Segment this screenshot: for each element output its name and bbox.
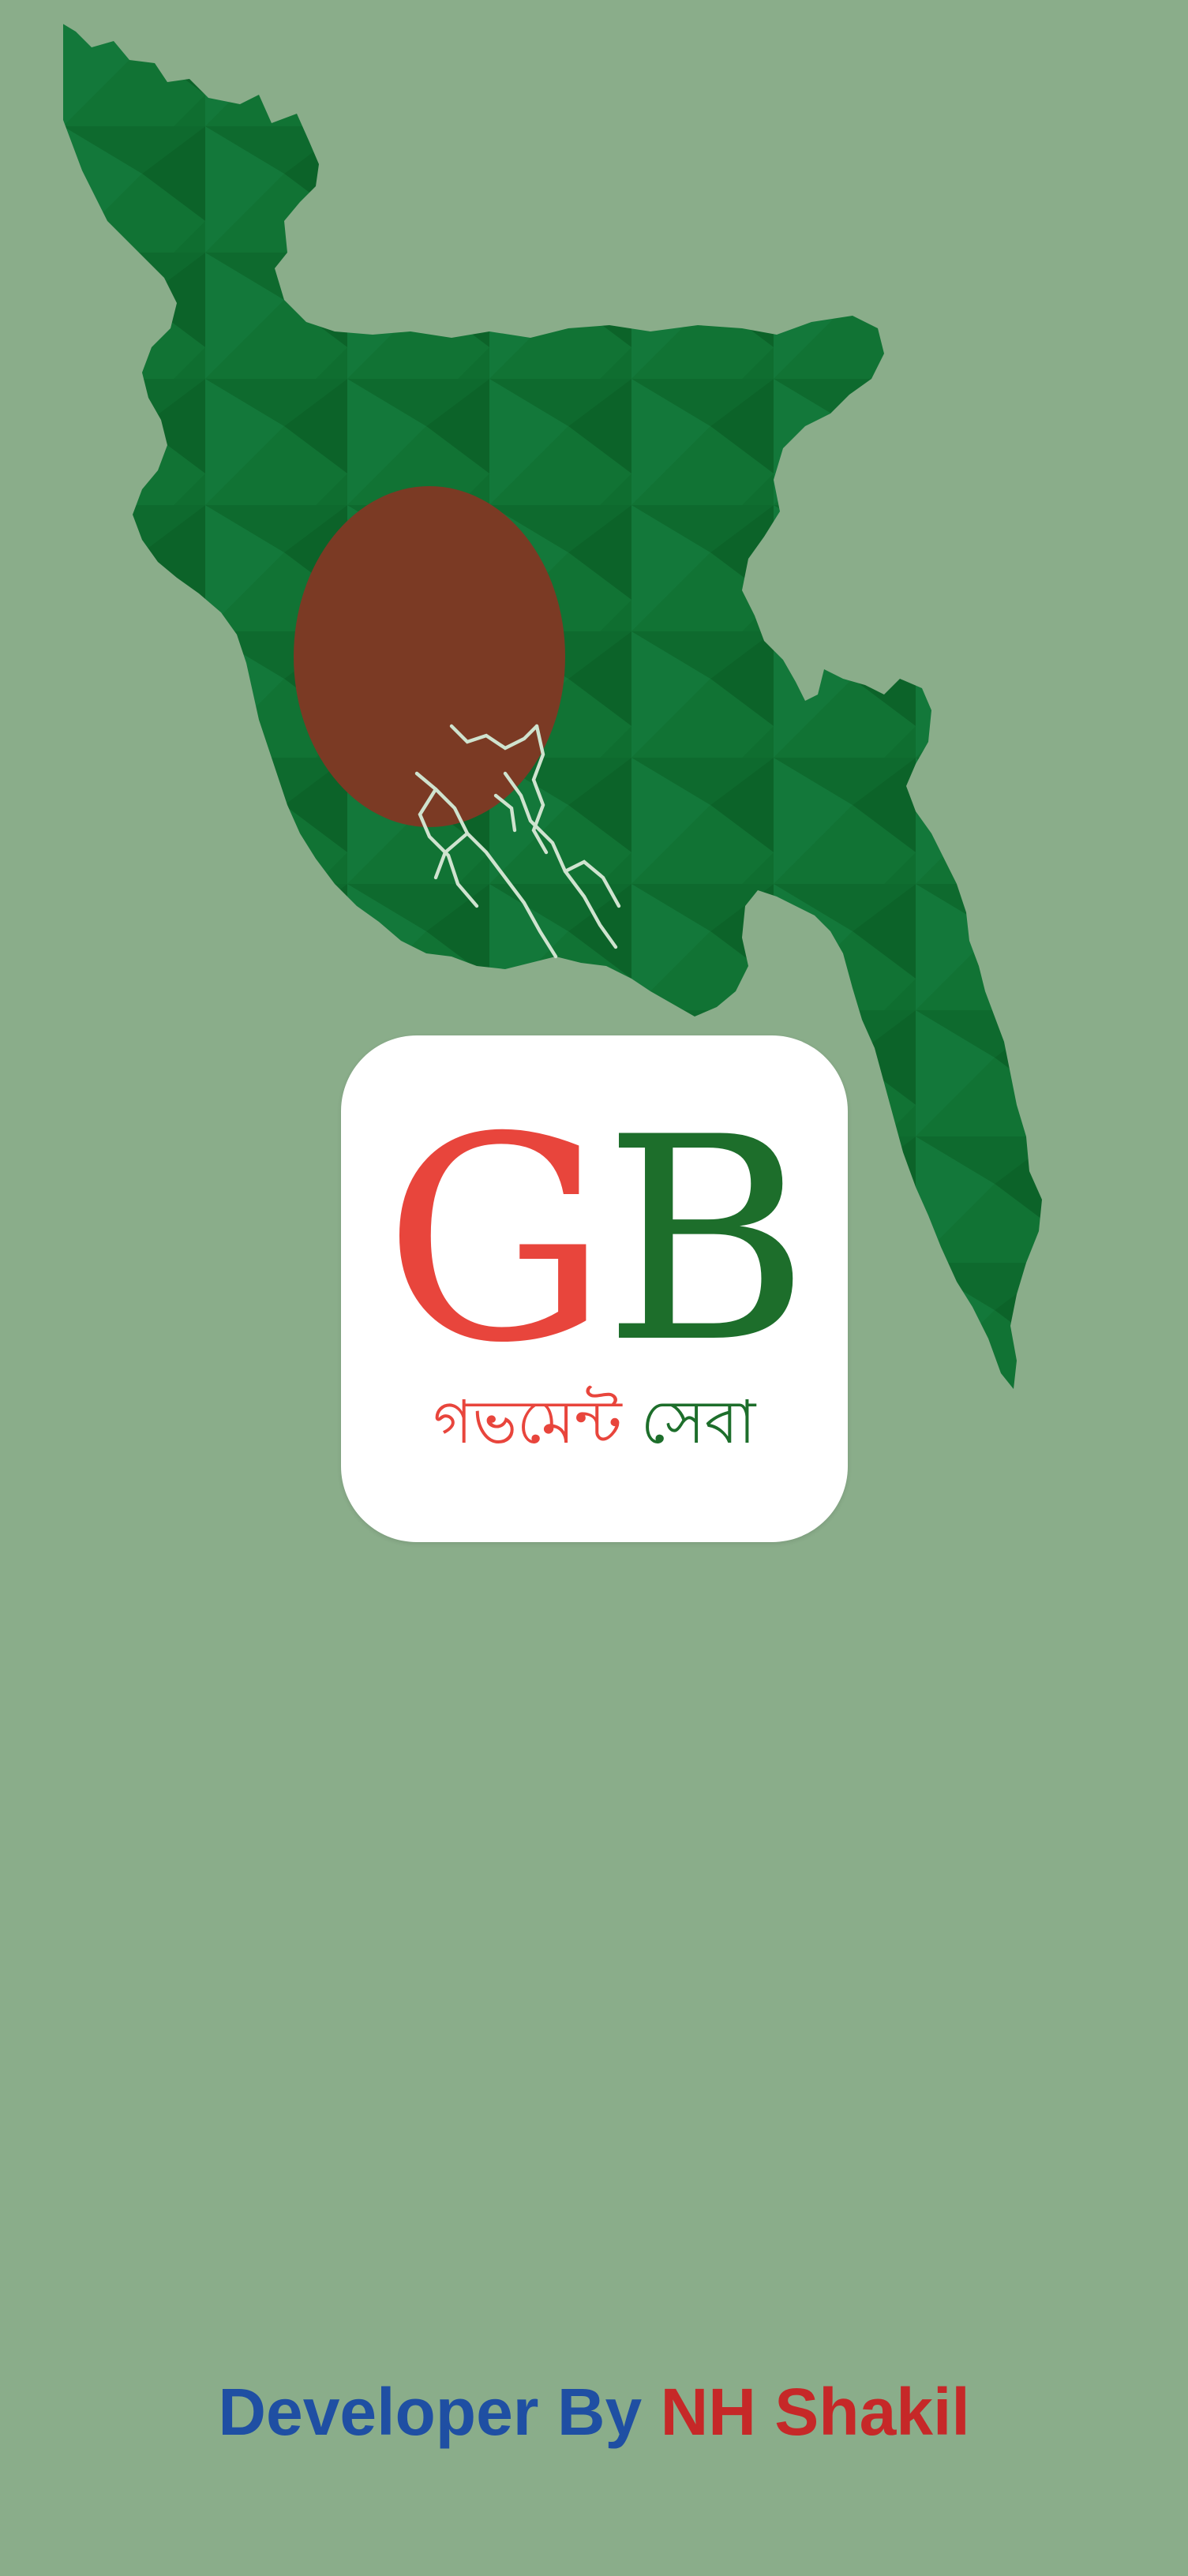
logo-tagline-red: গভমেন্ট — [433, 1387, 622, 1457]
logo-letter-b: B — [603, 1077, 805, 1404]
logo-tagline-green: সেবা — [640, 1387, 756, 1457]
flag-red-circle — [294, 486, 565, 827]
logo-monogram — [341, 1077, 848, 1404]
logo-tagline — [341, 1383, 848, 1462]
app-logo — [341, 1035, 848, 1542]
developer-credit — [0, 2364, 1188, 2459]
logo-letter-g: G — [383, 1077, 604, 1404]
credit-prefix: Developer By — [218, 2375, 643, 2449]
credit-developer-name: NH Shakil — [660, 2375, 970, 2449]
